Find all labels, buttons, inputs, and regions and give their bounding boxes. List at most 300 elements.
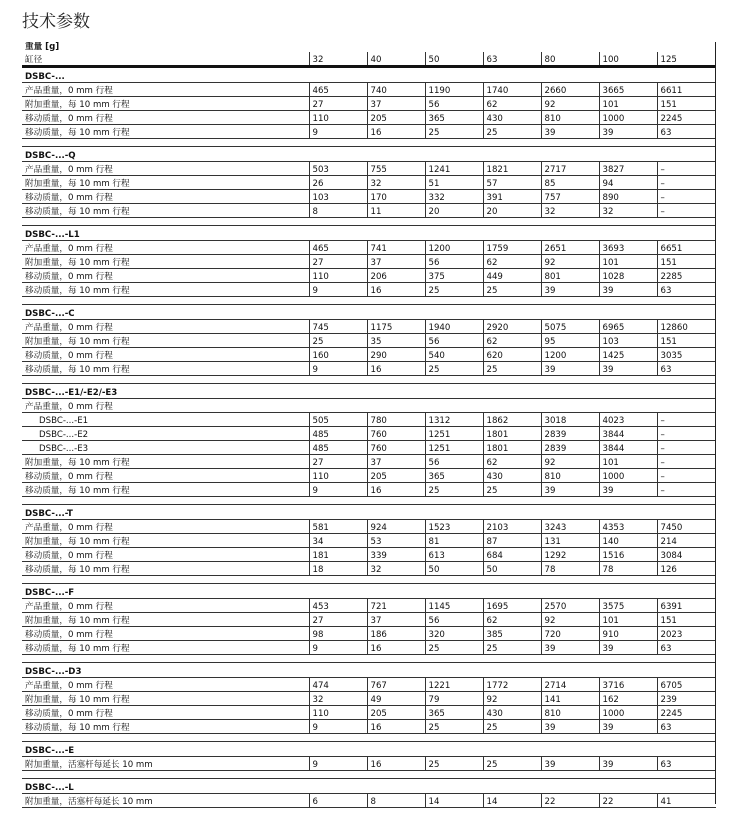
section-header-row (22, 505, 716, 520)
cell-value: 63 (657, 362, 716, 376)
table-row (22, 794, 716, 808)
cell-value: 2717 (541, 162, 599, 176)
cell-value: 1695 (483, 599, 541, 613)
cell-value: 39 (599, 483, 657, 497)
cell-value: 1251 (425, 427, 483, 441)
cell-value: 140 (599, 534, 657, 548)
row-label: 附加重量，每 10 mm 行程 (22, 255, 309, 269)
cell-value: 755 (367, 162, 425, 176)
cell-value: 760 (367, 441, 425, 455)
table-row (22, 599, 716, 613)
row-label: 产品重量，0 mm 行程 (22, 320, 309, 334)
cell-value: 6391 (657, 599, 716, 613)
cell-value: 39 (541, 283, 599, 297)
row-label: 产品重量，0 mm 行程 (22, 520, 309, 534)
cell-value: 485 (309, 441, 367, 455)
cell-value: 110 (309, 469, 367, 483)
cell-value: 2839 (541, 441, 599, 455)
cell-value: 20 (425, 204, 483, 218)
row-label: 移动质量，0 mm 行程 (22, 190, 309, 204)
cell-value: 39 (599, 757, 657, 771)
table-row (22, 720, 716, 734)
bore-label: 缸径 (22, 52, 309, 67)
cell-value: 780 (367, 413, 425, 427)
table-row (22, 548, 716, 562)
cell-value: 5075 (541, 320, 599, 334)
cell-value: 39 (541, 125, 599, 139)
cell-value: 25 (483, 283, 541, 297)
cell-value: 9 (309, 125, 367, 139)
cell-value: 3827 (599, 162, 657, 176)
cell-value: 27 (309, 455, 367, 469)
section-title: DSBC-...-F (22, 584, 716, 599)
cell-value: 62 (483, 255, 541, 269)
cell-value: 14 (425, 794, 483, 808)
cell-value: 39 (541, 641, 599, 655)
cell-value: 37 (367, 255, 425, 269)
cell-value: 1000 (599, 469, 657, 483)
bore-header: 63 (483, 52, 541, 67)
cell-value: 474 (309, 678, 367, 692)
section-spacer (22, 218, 716, 226)
section-spacer (22, 655, 716, 663)
section-title: DSBC-...-E (22, 742, 716, 757)
cell-value: 37 (367, 613, 425, 627)
cell-value: 101 (599, 613, 657, 627)
table-row (22, 534, 716, 548)
table-row (22, 176, 716, 190)
cell-value: 3716 (599, 678, 657, 692)
cell-value: 16 (367, 483, 425, 497)
cell-value: – (657, 455, 716, 469)
cell-value: 25 (425, 362, 483, 376)
row-sublabel: DSBC-...-E3 (22, 441, 309, 455)
row-label: 附加重量，活塞杆每延长 10 mm (22, 794, 309, 808)
cell-value: 22 (599, 794, 657, 808)
cell-value: 62 (483, 97, 541, 111)
cell-value: 2651 (541, 241, 599, 255)
section-title: DSBC-...-L (22, 779, 716, 794)
cell-value: 62 (483, 334, 541, 348)
cell-value: 430 (483, 706, 541, 720)
table-row (22, 320, 716, 334)
table-row (22, 83, 716, 97)
cell-value: 18 (309, 562, 367, 576)
cell-value: 9 (309, 757, 367, 771)
cell-value: 63 (657, 757, 716, 771)
cell-value: 2023 (657, 627, 716, 641)
cell-value: 9 (309, 362, 367, 376)
cell-value: 721 (367, 599, 425, 613)
row-label: 附加重量，每 10 mm 行程 (22, 334, 309, 348)
table-row (22, 125, 716, 139)
unit-label: 重量 [g] (25, 42, 60, 52)
cell-value: 101 (599, 255, 657, 269)
cell-value: 62 (483, 613, 541, 627)
cell-value: 1145 (425, 599, 483, 613)
cell-value: 8 (367, 794, 425, 808)
table-row (22, 204, 716, 218)
table-row (22, 255, 716, 269)
cell-value: 2920 (483, 320, 541, 334)
cell-value: 2839 (541, 427, 599, 441)
table-row (22, 111, 716, 125)
cell-value: 757 (541, 190, 599, 204)
row-label: 移动质量，0 mm 行程 (22, 548, 309, 562)
cell-value: 3693 (599, 241, 657, 255)
cell-value: 2285 (657, 269, 716, 283)
row-label: 移动质量，每 10 mm 行程 (22, 125, 309, 139)
cell-value: 151 (657, 97, 716, 111)
cell-value: 3844 (599, 427, 657, 441)
cell-value: 57 (483, 176, 541, 190)
cell-value: 39 (541, 757, 599, 771)
cell-value: 39 (599, 283, 657, 297)
cell-value: 385 (483, 627, 541, 641)
row-label: 移动质量，0 mm 行程 (22, 706, 309, 720)
cell-value: 92 (541, 455, 599, 469)
bore-header: 32 (309, 52, 367, 67)
cell-value: 170 (367, 190, 425, 204)
cell-value: 910 (599, 627, 657, 641)
table-row (22, 413, 716, 427)
cell-value: 151 (657, 255, 716, 269)
cell-value: 50 (483, 562, 541, 576)
cell-value: 503 (309, 162, 367, 176)
cell-value: 51 (425, 176, 483, 190)
cell-value: 39 (541, 362, 599, 376)
cell-value: 206 (367, 269, 425, 283)
table-row (22, 97, 716, 111)
cell-value: 39 (541, 483, 599, 497)
section-title: DSBC-...-Q (22, 147, 716, 162)
cell-value: 63 (657, 720, 716, 734)
section-spacer (22, 497, 716, 505)
row-label: 附加重量，每 10 mm 行程 (22, 692, 309, 706)
cell-value: 9 (309, 283, 367, 297)
cell-value: 25 (425, 125, 483, 139)
table-row (22, 241, 716, 255)
cell-value: 37 (367, 97, 425, 111)
cell-value: 8 (309, 204, 367, 218)
section-title: DSBC-...-T (22, 505, 716, 520)
cell-value: 4353 (599, 520, 657, 534)
cell-value: 63 (657, 283, 716, 297)
cell-value: 39 (599, 720, 657, 734)
cell-value: 62 (483, 455, 541, 469)
cell-value: 6651 (657, 241, 716, 255)
cell-value: 740 (367, 83, 425, 97)
page-title: 技术参数 (22, 12, 90, 32)
section-title: DSBC-...-E1/-E2/-E3 (22, 384, 716, 399)
row-label: 移动质量，0 mm 行程 (22, 269, 309, 283)
table-right-border (715, 42, 716, 804)
cell-value: 214 (657, 534, 716, 548)
table-header-unit-row (22, 42, 716, 52)
row-label: 移动质量，0 mm 行程 (22, 469, 309, 483)
cell-value: 34 (309, 534, 367, 548)
row-label: 移动质量，每 10 mm 行程 (22, 204, 309, 218)
table-row (22, 483, 716, 497)
row-label: 移动质量，每 10 mm 行程 (22, 483, 309, 497)
row-label: 产品重量，0 mm 行程 (22, 83, 309, 97)
section-spacer (22, 771, 716, 779)
cell-value: 810 (541, 111, 599, 125)
cell-value: 924 (367, 520, 425, 534)
cell-value: 3844 (599, 441, 657, 455)
cell-value: 56 (425, 455, 483, 469)
section-header-row (22, 779, 716, 794)
cell-value: 3035 (657, 348, 716, 362)
cell-value: 1175 (367, 320, 425, 334)
cell-value: 9 (309, 720, 367, 734)
cell-value: 810 (541, 469, 599, 483)
cell-value: 126 (657, 562, 716, 576)
cell-value: 53 (367, 534, 425, 548)
cell-value: 56 (425, 97, 483, 111)
row-label: 附加重量，每 10 mm 行程 (22, 455, 309, 469)
section-header-row (22, 742, 716, 757)
cell-value: 720 (541, 627, 599, 641)
cell-value: 205 (367, 706, 425, 720)
cell-value: 110 (309, 269, 367, 283)
cell-value: 332 (425, 190, 483, 204)
cell-value: 581 (309, 520, 367, 534)
table-row (22, 427, 716, 441)
cell-value: 110 (309, 111, 367, 125)
cell-value: 101 (599, 455, 657, 469)
cell-value: 239 (657, 692, 716, 706)
cell-value: 20 (483, 204, 541, 218)
cell-value: – (657, 469, 716, 483)
cell-value: 27 (309, 613, 367, 627)
cell-value: 1200 (425, 241, 483, 255)
cell-value: – (657, 441, 716, 455)
cell-value: 290 (367, 348, 425, 362)
cell-value: 103 (599, 334, 657, 348)
cell-value: 6611 (657, 83, 716, 97)
cell-value: 110 (309, 706, 367, 720)
cell-value: 2570 (541, 599, 599, 613)
cell-value: 3018 (541, 413, 599, 427)
cell-value: 465 (309, 83, 367, 97)
cell-value: 78 (599, 562, 657, 576)
section-spacer (22, 297, 716, 305)
cell-value: 4023 (599, 413, 657, 427)
cell-value: 56 (425, 334, 483, 348)
cell-value: 39 (599, 362, 657, 376)
cell-value: 2103 (483, 520, 541, 534)
cell-value: 453 (309, 599, 367, 613)
cell-value: 78 (541, 562, 599, 576)
cell-value: – (657, 413, 716, 427)
cell-value: 1200 (541, 348, 599, 362)
cell-value: 1821 (483, 162, 541, 176)
row-empty-span (309, 399, 716, 413)
cell-value: 151 (657, 613, 716, 627)
table-row (22, 469, 716, 483)
cell-value: 2660 (541, 83, 599, 97)
cell-value: 485 (309, 427, 367, 441)
cell-value: 25 (483, 757, 541, 771)
cell-value: 25 (425, 757, 483, 771)
table-row (22, 348, 716, 362)
cell-value: 1221 (425, 678, 483, 692)
cell-value: 32 (599, 204, 657, 218)
cell-value: 94 (599, 176, 657, 190)
row-label: 移动质量，0 mm 行程 (22, 348, 309, 362)
cell-value: 35 (367, 334, 425, 348)
cell-value: 56 (425, 613, 483, 627)
table-row (22, 269, 716, 283)
cell-value: 22 (541, 794, 599, 808)
cell-value: 741 (367, 241, 425, 255)
table-row (22, 162, 716, 176)
bore-header: 100 (599, 52, 657, 67)
cell-value: – (657, 190, 716, 204)
cell-value: 25 (483, 362, 541, 376)
cell-value: 25 (483, 720, 541, 734)
cell-value: 32 (541, 204, 599, 218)
section-title: DSBC-...-L1 (22, 226, 716, 241)
cell-value: 79 (425, 692, 483, 706)
cell-value: 1028 (599, 269, 657, 283)
section-header-row (22, 226, 716, 241)
section-header-row (22, 584, 716, 599)
cell-value: 63 (657, 125, 716, 139)
cell-value: 2245 (657, 111, 716, 125)
cell-value: – (657, 204, 716, 218)
cell-value: 16 (367, 125, 425, 139)
cell-value: 1251 (425, 441, 483, 455)
cell-value: 32 (309, 692, 367, 706)
cell-value: 339 (367, 548, 425, 562)
row-label: 移动质量，每 10 mm 行程 (22, 562, 309, 576)
row-label: 附加重量，活塞杆每延长 10 mm (22, 757, 309, 771)
cell-value: 684 (483, 548, 541, 562)
cell-value: 1241 (425, 162, 483, 176)
cell-value: 6965 (599, 320, 657, 334)
cell-value: 26 (309, 176, 367, 190)
cell-value: 1772 (483, 678, 541, 692)
cell-value: 449 (483, 269, 541, 283)
cell-value: 92 (541, 97, 599, 111)
cell-value: 9 (309, 641, 367, 655)
cell-value: – (657, 162, 716, 176)
bore-header: 80 (541, 52, 599, 67)
cell-value: 745 (309, 320, 367, 334)
cell-value: 6705 (657, 678, 716, 692)
table-row (22, 627, 716, 641)
bore-header: 125 (657, 52, 716, 67)
cell-value: 25 (425, 720, 483, 734)
table-row (22, 399, 716, 413)
cell-value: 92 (483, 692, 541, 706)
table-header-bore-row (22, 52, 716, 67)
row-label: 移动质量，每 10 mm 行程 (22, 641, 309, 655)
table-row (22, 692, 716, 706)
cell-value: 3575 (599, 599, 657, 613)
section-title: DSBC-...-D3 (22, 663, 716, 678)
cell-value: 16 (367, 283, 425, 297)
cell-value: 25 (483, 483, 541, 497)
row-label: 移动质量，0 mm 行程 (22, 627, 309, 641)
cell-value: 1940 (425, 320, 483, 334)
section-header-row (22, 305, 716, 320)
cell-value: 63 (657, 641, 716, 655)
row-label: 产品重量，0 mm 行程 (22, 599, 309, 613)
section-title: DSBC-... (22, 67, 716, 83)
section-spacer (22, 576, 716, 584)
cell-value: 505 (309, 413, 367, 427)
cell-value: 25 (483, 125, 541, 139)
cell-value: 890 (599, 190, 657, 204)
cell-value: 186 (367, 627, 425, 641)
cell-value: 205 (367, 111, 425, 125)
cell-value: 50 (425, 562, 483, 576)
table-row (22, 678, 716, 692)
table-row (22, 613, 716, 627)
table-row (22, 190, 716, 204)
row-label: 产品重量，0 mm 行程 (22, 162, 309, 176)
row-label: 产品重量，0 mm 行程 (22, 678, 309, 692)
bore-header: 50 (425, 52, 483, 67)
cell-value: 613 (425, 548, 483, 562)
cell-value: 1292 (541, 548, 599, 562)
section-spacer (22, 734, 716, 742)
cell-value: 1000 (599, 706, 657, 720)
cell-value: – (657, 176, 716, 190)
cell-value: 365 (425, 111, 483, 125)
cell-value: 16 (367, 362, 425, 376)
cell-value: 801 (541, 269, 599, 283)
section-spacer (22, 139, 716, 147)
cell-value: 1801 (483, 427, 541, 441)
section-header-row (22, 663, 716, 678)
cell-value: 39 (541, 720, 599, 734)
cell-value: 101 (599, 97, 657, 111)
cell-value: 205 (367, 469, 425, 483)
cell-value: 3665 (599, 83, 657, 97)
section-header-row (22, 67, 716, 83)
row-label: 附加重量，每 10 mm 行程 (22, 176, 309, 190)
section-spacer (22, 376, 716, 384)
table-row (22, 334, 716, 348)
row-label: 附加重量，每 10 mm 行程 (22, 97, 309, 111)
table-row (22, 757, 716, 771)
row-sublabel: DSBC-...-E2 (22, 427, 309, 441)
cell-value: 6 (309, 794, 367, 808)
cell-value: 11 (367, 204, 425, 218)
row-label: 移动质量，每 10 mm 行程 (22, 283, 309, 297)
cell-value: 81 (425, 534, 483, 548)
cell-value: 151 (657, 334, 716, 348)
cell-value: 25 (483, 641, 541, 655)
cell-value: 16 (367, 641, 425, 655)
row-label: 附加重量，每 10 mm 行程 (22, 613, 309, 627)
cell-value: 7450 (657, 520, 716, 534)
cell-value: 1190 (425, 83, 483, 97)
cell-value: 1759 (483, 241, 541, 255)
cell-value: 1523 (425, 520, 483, 534)
cell-value: 1516 (599, 548, 657, 562)
cell-value: – (657, 427, 716, 441)
cell-value: 540 (425, 348, 483, 362)
cell-value: 16 (367, 720, 425, 734)
row-label: 移动质量，每 10 mm 行程 (22, 720, 309, 734)
section-header-row (22, 384, 716, 399)
cell-value: 162 (599, 692, 657, 706)
